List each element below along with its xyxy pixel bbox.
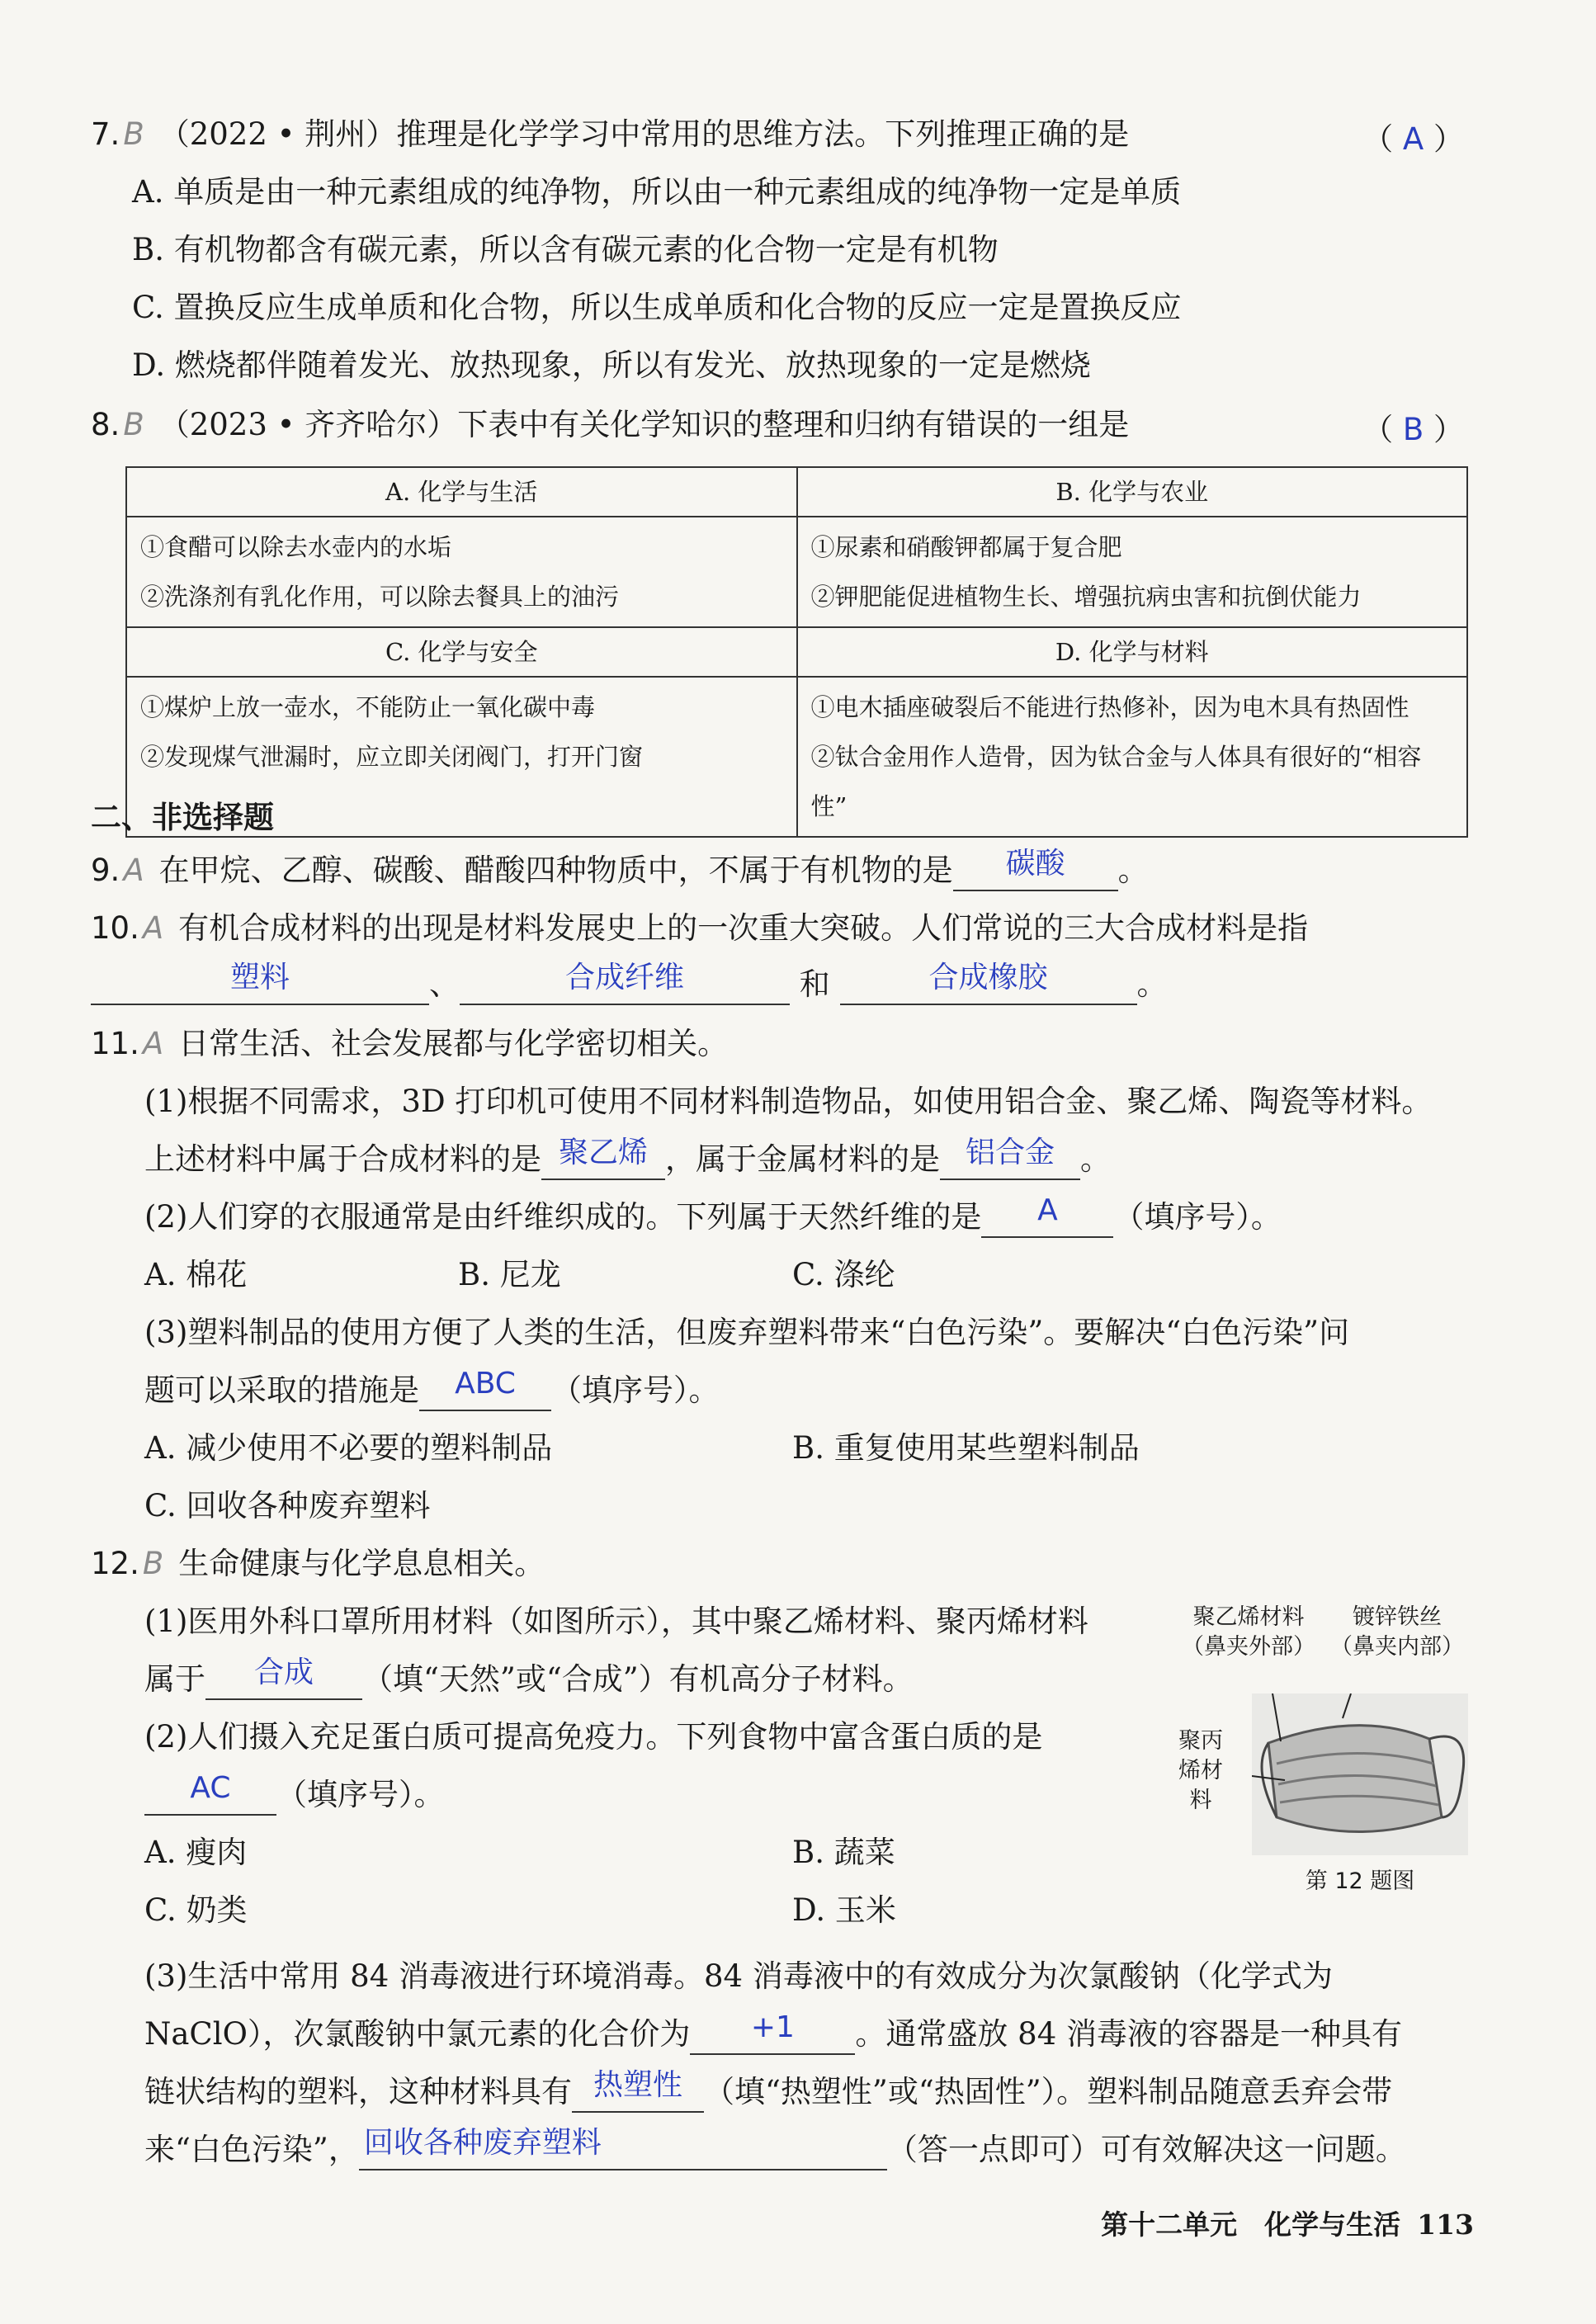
q12-p3-blank-1	[690, 2010, 855, 2055]
table-head-d: D. 化学与材料	[797, 627, 1468, 677]
q7-answer: A	[1402, 121, 1424, 157]
q8-stem: 8. B （2023 • 齐齐哈尔）下表中有关化学知识的整理和归纳有错误的一组是	[91, 407, 1130, 442]
q10-line-1: 10. A 有机合成材料的出现是材料发展史上的一次重大突破。人们常说的三大合成材料是指	[91, 910, 1309, 946]
table-cell-b	[797, 517, 1468, 627]
figure-label-wire: 镀锌铁丝 （鼻夹内部）	[1330, 1604, 1464, 1660]
q11-p3-blank	[419, 1367, 551, 1411]
q7-option-b: B. 有机物都含有碳元素，所以含有碳元素的化合物一定是有机物	[132, 232, 999, 267]
q11-stem: 11. A 日常生活、社会发展都与化学密切相关。	[91, 1026, 729, 1061]
q11-p3-option-c: C. 回收各种废弃塑料	[144, 1488, 431, 1523]
q7-option-a: A. 单质是由一种元素组成的纯净物，所以由一种元素组成的纯净物一定是单质	[132, 174, 1182, 210]
q12-p2-option-b: B. 蔬菜	[792, 1835, 895, 1870]
q12-p3-answer-1: +1	[750, 2010, 795, 2044]
q11-p3-options-ab	[144, 1428, 1531, 1469]
q12-p1-line-1: (1)医用外科口罩所用材料（如图所示），其中聚乙烯材料、聚丙烯材料	[144, 1604, 1088, 1639]
q11-p2-option-b: B. 尼龙	[458, 1257, 561, 1292]
q8-knowledge-table	[125, 466, 1468, 838]
q12-stem: 12. B 生命健康与化学息息相关。	[91, 1546, 545, 1581]
figure-label-pp: 聚丙 烯材 料	[1178, 1728, 1223, 1813]
q12-p2-answer: AC	[190, 1771, 231, 1805]
table-a-item-2: ②洗涤剂有乳化作用，可以除去餐具上的油污	[140, 583, 620, 611]
table-d-item-2: ②钛合金用作人造骨，因为钛合金与人体具有很好的“相容性”	[810, 743, 1422, 820]
q9-answer: 碳酸	[1005, 847, 1065, 881]
q11-p2-line-1: (2)人们穿的衣服通常是由纤维织成的。下列属于天然纤维的是 A （填序号）。	[144, 1197, 1531, 1238]
q7-option-d: D. 燃烧都伴随着发光、放热现象，所以有发光、放热现象的一定是燃烧	[132, 347, 1091, 383]
q9-line: 9. A 在甲烷、乙醇、碳酸、醋酸四种物质中，不属于有机物的是 碳酸 。	[91, 850, 1477, 891]
table-head-b: B. 化学与农业	[797, 467, 1468, 517]
table-a-item-1: ①食醋可以除去水壶内的水垢	[140, 533, 452, 561]
q8-answer-paren: （ B ）	[1362, 412, 1464, 447]
q11-p1-answer-2: 铝合金	[965, 1136, 1055, 1169]
q7-answer-paren: （ A ）	[1362, 121, 1464, 157]
q11-p2-options	[144, 1254, 1531, 1296]
q12-p3-blank-2	[572, 2068, 704, 2113]
q12-p3-line-4: 来“白色污染”， 回收各种废弃塑料 （答一点即可）可有效解决这一问题。	[144, 2129, 1531, 2170]
table-c-item-2: ②发现煤气泄漏时，应立即关闭阀门，打开门窗	[140, 743, 644, 771]
q12-p3-line-3: 链状结构的塑料，这种材料具有 热塑性 （填“热塑性”或“热固性”）。塑料制品随意丢弃会带	[144, 2071, 1531, 2113]
table-c-item-1: ①煤炉上放一壶水，不能防止一氧化碳中毒	[140, 693, 596, 721]
q10-answer-3: 合成橡胶	[928, 961, 1048, 994]
q11-p1-answer-1: 聚乙烯	[558, 1136, 648, 1169]
q11-p2-option-a: A. 棉花	[144, 1257, 248, 1292]
page-number: 113	[1417, 2208, 1474, 2241]
q12-p3-line-1: (3)生活中常用 84 消毒液进行环境消毒。84 消毒液中的有效成分为次氯酸钠（化学式为	[144, 1958, 1333, 1994]
table-b-item-2: ②钾肥能促进植物生长、增强抗病虫害和抗倒伏能力	[810, 583, 1362, 611]
q9-blank	[953, 847, 1118, 891]
q10-answer-2: 合成纤维	[564, 961, 684, 994]
q12-p2-line-1: (2)人们摄入充足蛋白质可提高免疫力。下列食物中富含蛋白质的是	[144, 1719, 1043, 1755]
table-d-item-1: ①电木插座破裂后不能进行热修补，因为电木具有热固性	[810, 693, 1409, 721]
q7-option-c: C. 置换反应生成单质和化合物，所以生成单质和化合物的反应一定是置换反应	[132, 290, 1182, 325]
table-cell-a	[126, 517, 797, 627]
q11-p1-blank-1	[541, 1136, 665, 1180]
q11-p1-blank-2	[940, 1136, 1080, 1180]
q7-stem: 7. B （2022 • 荆州）推理是化学学习中常用的思维方法。下列推理正确的是	[91, 116, 1130, 152]
q11-p3-option-a: A. 减少使用不必要的塑料制品	[144, 1430, 553, 1466]
q10-line-2: 塑料 、 合成纤维 和 合成橡胶 。	[91, 964, 1477, 1005]
q12-p3-answer-2: 热塑性	[593, 2068, 682, 2102]
q11-p1-line-1: (1)根据不同需求，3D 打印机可使用不同材料制造物品，如使用铝合金、聚乙烯、陶瓷等材料。	[144, 1084, 1433, 1119]
figure-label-pe: 聚乙烯材料 （鼻夹外部）	[1182, 1604, 1315, 1660]
q11-p3-answer: ABC	[455, 1367, 516, 1401]
q11-p1-line-2: 上述材料中属于合成材料的是 聚乙烯 ，属于金属材料的是 铝合金 。	[144, 1139, 1531, 1180]
q12-p3-answer-3: 回收各种废弃塑料	[363, 2126, 602, 2160]
q10-blank-2	[460, 961, 790, 1005]
q12-p1-answer: 合成	[253, 1656, 314, 1689]
q12-p3-blank-3	[359, 2126, 887, 2170]
q12-p3-line-2: NaClO），次氯酸钠中氯元素的化合价为 +1 。通常盛放 84 消毒液的容器是一种具有	[144, 2014, 1531, 2055]
unit-title: 第十二单元 化学与生活	[1101, 2208, 1401, 2241]
q12-p1-blank	[205, 1656, 362, 1700]
q11-p3-option-b: B. 重复使用某些塑料制品	[792, 1430, 1140, 1466]
q11-p2-blank	[981, 1193, 1113, 1238]
q12-p2-blank	[144, 1771, 276, 1816]
q10-answer-1: 塑料	[229, 961, 290, 994]
surgical-mask-image	[1252, 1693, 1468, 1855]
page-footer	[1101, 2204, 1474, 2242]
table-cell-d	[797, 677, 1468, 837]
figure-caption: 第 12 题图	[1305, 1868, 1415, 1894]
q12-p2-option-a: A. 瘦肉	[144, 1835, 248, 1870]
q12-p2-line-2: AC （填序号）。	[144, 1774, 1531, 1816]
q11-p2-answer: A	[1037, 1193, 1058, 1227]
table-b-item-1: ①尿素和硝酸钾都属于复合肥	[810, 533, 1122, 561]
table-head-c: C. 化学与安全	[126, 627, 797, 677]
q12-p2-option-c: C. 奶类	[144, 1892, 248, 1928]
q10-blank-3	[840, 961, 1137, 1005]
q12-p2-option-d: D. 玉米	[792, 1892, 896, 1928]
table-head-a: A. 化学与生活	[126, 467, 797, 517]
section-title: 二、非选择题	[91, 800, 274, 835]
q11-p3-line-2: 题可以采取的措施是 ABC （填序号）。	[144, 1370, 1531, 1411]
q8-answer: B	[1402, 412, 1424, 447]
q10-blank-1	[91, 961, 429, 1005]
q11-p2-option-c: C. 涤纶	[792, 1257, 895, 1292]
q11-p3-line-1: (3)塑料制品的使用方便了人类的生活，但废弃塑料带来“白色污染”。要解决“白色污染”问	[144, 1315, 1350, 1350]
q12-p1-line-2: 属于 合成 （填“天然”或“合成”）有机高分子材料。	[144, 1659, 1531, 1700]
